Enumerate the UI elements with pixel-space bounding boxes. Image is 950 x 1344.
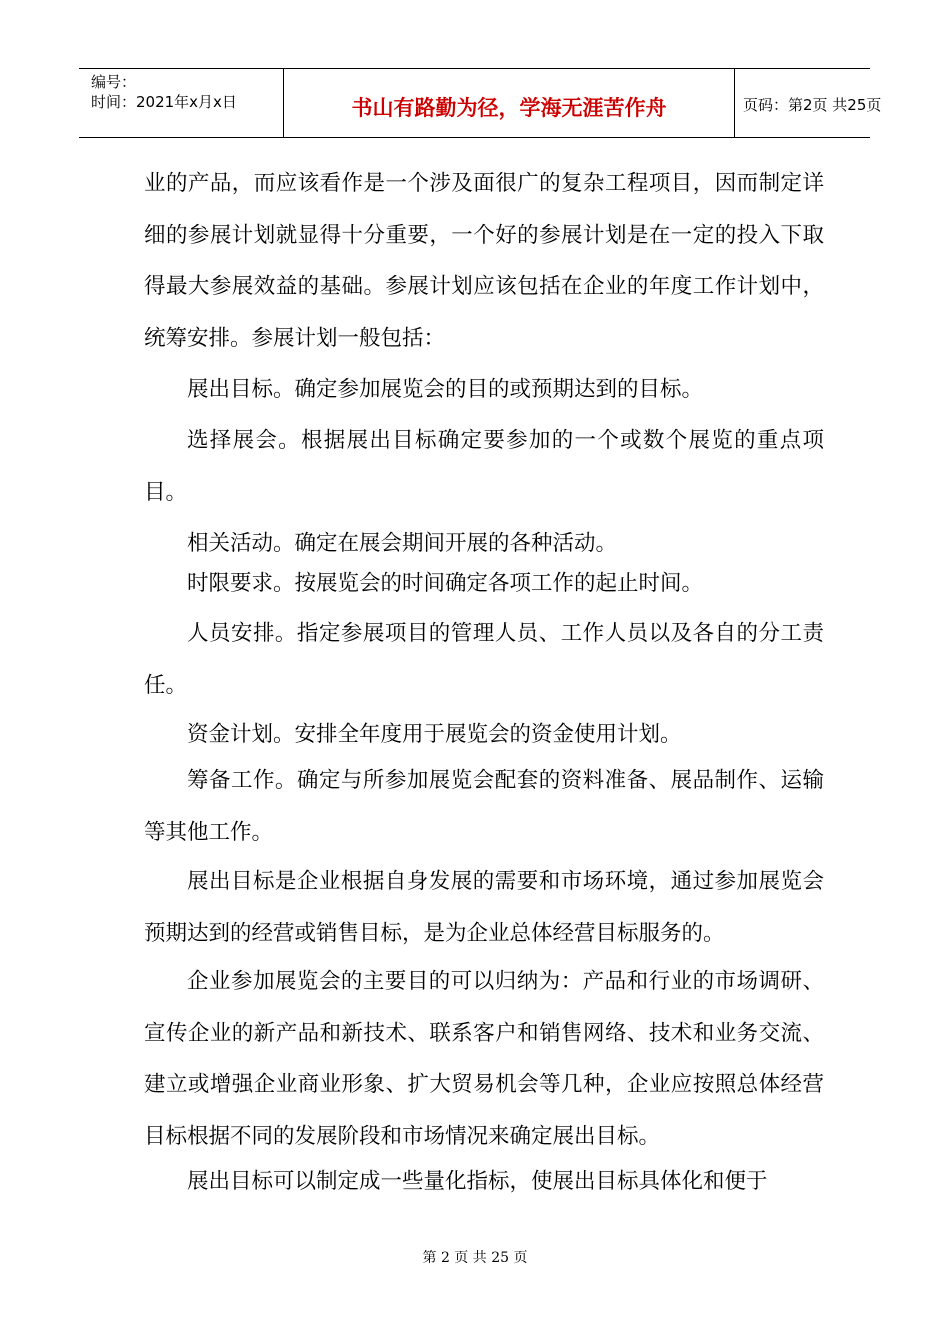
body-paragraph: 筹备工作。确定与所参加展览会配套的资料准备、展品制作、运输等其他工作。: [144, 768, 824, 845]
header-page-cell: [735, 69, 882, 137]
document-date-label: 时间：2021年x月x日: [91, 93, 237, 111]
document-header: [79, 68, 882, 138]
page-footer: 第 2 页 共 25 页: [422, 1250, 528, 1266]
body-paragraph: 选择展会。根据展出目标确定要参加的一个或数个展览的重点项目。: [144, 428, 824, 505]
document-number-label: 编号：: [91, 73, 137, 91]
body-paragraph: 业的产品，而应该看作是一个涉及面很广的复杂工程项目，因而制定详细的参展计划就显得十分重要，一个好的参展计划是在一定的投入下取得最大参展效益的基础。参展计划应该包括在企业的年度工作计划中，统筹安排。参展计划一般包括：: [144, 171, 824, 351]
body-paragraph: 人员安排。指定参展项目的管理人员、工作人员以及各自的分工责任。: [144, 621, 824, 698]
body-paragraph: 展出目标是企业根据自身发展的需要和市场环境，通过参加展览会预期达到的经营或销售目标，是为企业总体经营目标服务的。: [144, 869, 824, 946]
header-meta-cell: [79, 69, 283, 137]
header-motto-cell: [283, 69, 735, 137]
body-paragraph: 展出目标可以制定成一些量化指标，使展出目标具体化和便于: [187, 1169, 768, 1194]
body-paragraph: 资金计划。安排全年度用于展览会的资金使用计划。: [187, 722, 682, 747]
body-paragraph: 时限要求。按展览会的时间确定各项工作的起止时间。: [187, 571, 704, 596]
body-paragraph: 相关活动。确定在展会期间开展的各种活动。: [187, 531, 618, 556]
header-page-code: 页码：第2页 共25页: [743, 96, 882, 114]
header-motto: 书山有路勤为径，学海无涯苦作舟: [351, 96, 667, 120]
body-paragraph: 企业参加展览会的主要目的可以归纳为：产品和行业的市场调研、宣传企业的新产品和新技术、联系客户和销售网络、技术和业务交流、建立或增强企业商业形象、扩大贸易机会等几种，企业应按照总体经营目标根据不同的发展阶段和市场情况来确定展出目标。: [144, 969, 824, 1149]
body-paragraph: 展出目标。确定参加展览会的目的或预期达到的目标。: [187, 377, 704, 402]
